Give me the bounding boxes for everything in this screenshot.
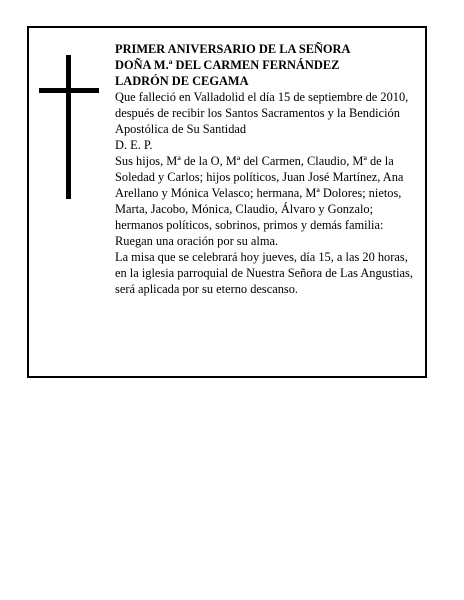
death-info: Que falleció en Valladolid el día 15 de septiembre de 2010, después de recibir los Santos Sacramentos y la Bendición Apostólica de Su Santidad [115, 90, 409, 136]
cross-horizontal-bar [39, 88, 99, 93]
dep-line: D. E. P. [115, 138, 153, 152]
heading-line-1: PRIMER ANIVERSARIO DE LA SEÑORA [115, 42, 351, 56]
notice-text [115, 41, 421, 297]
cross-icon [39, 55, 99, 199]
mass-info: La misa que se celebrará hoy jueves, día 15, a las 20 horas, en la iglesia parroquial de Nuestra Señora de Las Angustias, será aplicada por su eterno descanso. [115, 250, 413, 296]
heading-line-3: LADRÓN DE CEGAMA [115, 74, 249, 88]
obituary-notice [27, 26, 427, 378]
cross-vertical-bar [66, 55, 71, 199]
heading-line-2: DOÑA M.ª DEL CARMEN FERNÁNDEZ [115, 58, 340, 72]
family-list: Sus hijos, Mª de la O, Mª del Carmen, Claudio, Mª de la Soledad y Carlos; hijos políticos, Juan José Martínez, Ana Arellano y Mónica Velasco; hermana, Mª Dolores; nietos, Marta, Jacobo, Mónica, Claudio, Álvaro y Gonzalo; hermanos políticos, sobrinos, primos y demás familia: [115, 154, 404, 232]
prayer-request: Ruegan una oración por su alma. [115, 234, 279, 248]
